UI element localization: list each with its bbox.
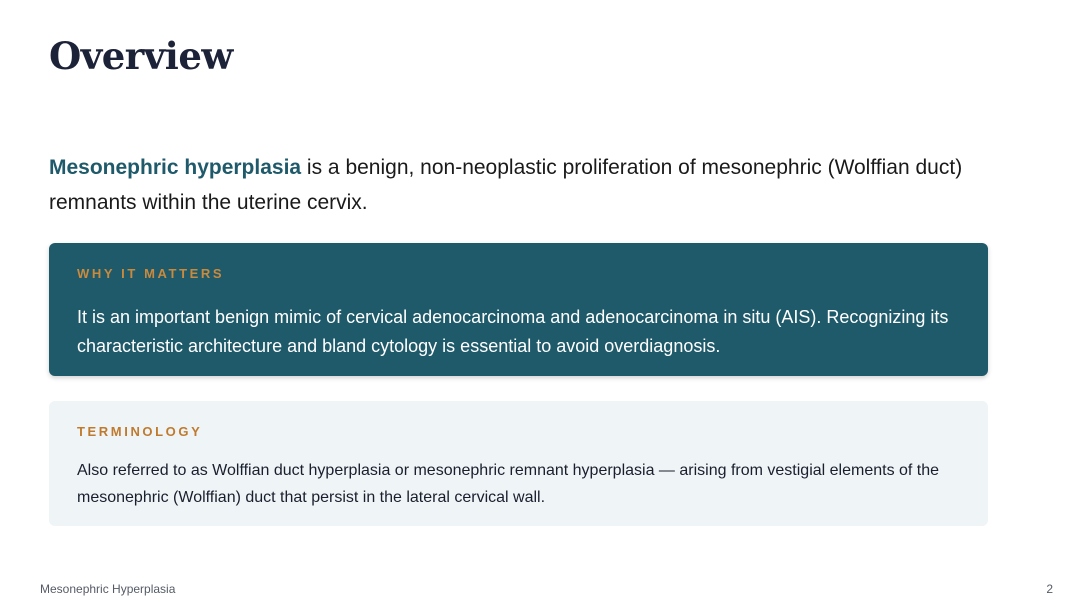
- intro-term: Mesonephric hyperplasia: [49, 156, 302, 179]
- footer-title: Mesonephric Hyperplasia: [40, 582, 176, 596]
- page-number: 2: [1046, 582, 1053, 596]
- intro-text: is a benign, non-neoplastic proliferation of mesonephric (Wolffian duct) remnants within the uterine cervix.: [49, 156, 963, 214]
- why-it-matters-label: WHY IT MATTERS: [77, 266, 225, 281]
- why-it-matters-card: [49, 243, 988, 376]
- terminology-label: TERMINOLOGY: [77, 424, 203, 439]
- page-title: Overview: [49, 34, 233, 78]
- why-it-matters-text: It is an important benign mimic of cervical adenocarcinoma and adenocarcinoma in situ (AIS). Recognizing its characteristic architecture and bland cytology is essential to avoid overdiagnosis.: [77, 307, 949, 356]
- terminology-text: Also referred to as Wolffian duct hyperplasia or mesonephric remnant hyperplasia — arising from vestigial elements of the mesonephric (Wolffian) duct that persist in the lateral cervical wall.: [77, 462, 940, 506]
- terminology-card: [49, 401, 988, 526]
- intro-paragraph: [49, 150, 1009, 220]
